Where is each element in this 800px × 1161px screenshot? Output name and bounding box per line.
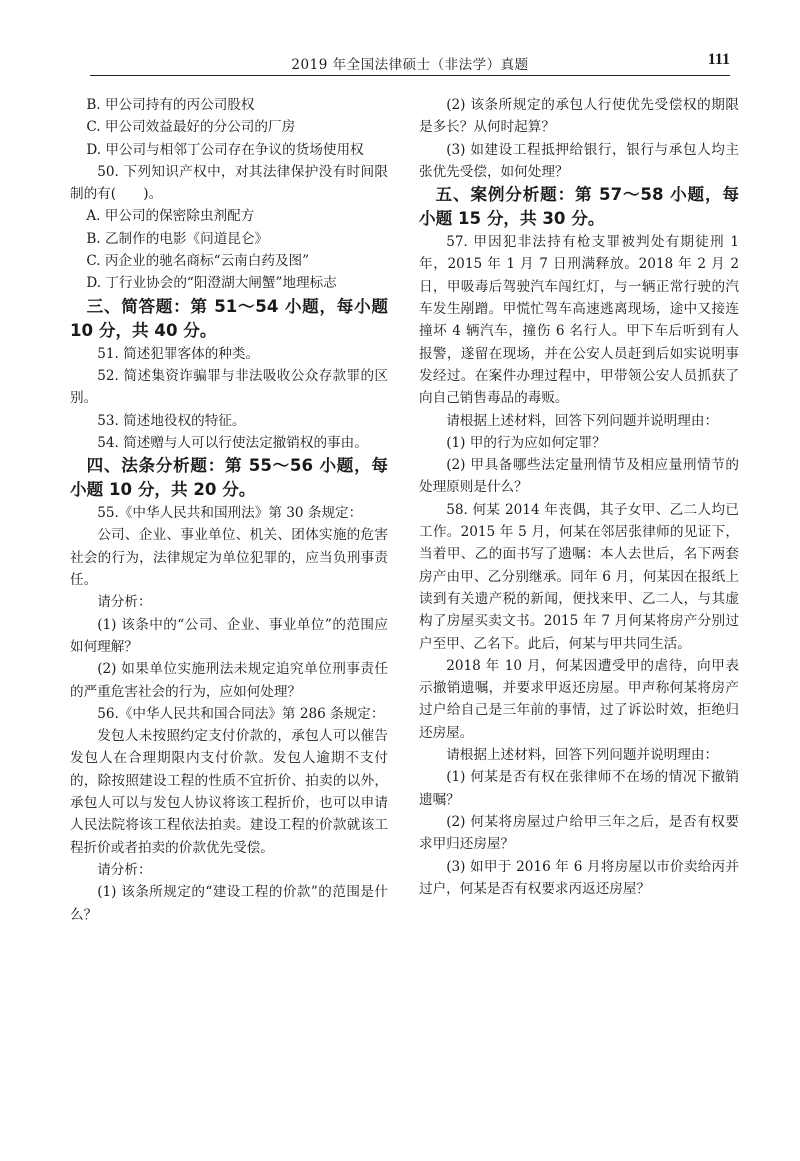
right-paragraph: 2018 年 10 月，何某因遭受甲的虐待，向甲表示撤销遗嘱，并要求甲返还房屋。甲声称何某将房产过户给自己是三年前的事情，过了诉讼时效，拒绝归还房屋。 (419, 657, 739, 741)
left-paragraph: 55.《中华人民共和国刑法》第 30 条规定： (97, 505, 363, 522)
right-paragraph: (1) 甲的行为应如何定罪？ (446, 434, 606, 451)
left-section-heading: 三、简答题：第 51～54 小题，每小题 10 分，共 40 分。 (70, 296, 388, 340)
left-paragraph: (1) 该条中的“公司、企业、事业单位”的范围应如何理解？ (70, 616, 388, 655)
right-paragraph: 请根据上述材料，回答下列问题并说明理由： (446, 412, 719, 429)
left-paragraph: 公司、企业、事业单位、机关、团体实施的危害社会的行为，法律规定为单位犯罪的，应当负刑事责任。 (70, 527, 388, 589)
right-paragraph: 57. 甲因犯非法持有枪支罪被判处有期徒刑 1 年，2015 年 1 月 7 日刑满释放。2018 年 2 月 2 日，甲吸毒后驾驶汽车闯红灯，与一辆正常行驶的汽车发生剐蹭。甲慌忙驾车高速逃离现场，途中又接连撞坏 4 辆汽车，撞伤 6 名行人。甲下车后听到有人报警，遂留在现场，并在公安人员赶到后如实说明事发经过。在案件办理过程中，甲带领公安人员抓获了向自己销售毒品的毒贩。 (419, 234, 739, 407)
right-paragraph: (1) 何某是否有权在张律师不在场的情况下撤销遗嘱？ (419, 769, 739, 808)
page-header (90, 51, 730, 76)
left-paragraph: B. 甲公司持有的丙公司股权 (86, 97, 255, 113)
right-paragraph: 请根据上述材料，回答下列问题并说明理由： (446, 747, 719, 764)
right-paragraph: 58. 何某 2014 年丧偶，其子女甲、乙二人均已工作。2015 年 5 月，何某在邻居张律师的见证下，当着甲、乙的面书写了遗嘱：本人去世后，名下两套房产由甲、乙分别继承。同年 6 月，何某因在报纸上读到有关遗产税的新闻，便找来甲、乙二人，与其虚构了房屋买卖文书。2015 年 7 月何某将房产分别过户至甲、乙名下。此后，何某与甲共同生活。 (419, 501, 739, 652)
right-paragraph: (3) 如建设工程抵押给银行，银行与承包人均主张优先受偿，如何处理？ (419, 141, 739, 180)
left-paragraph: 50. 下列知识产权中，对其法律保护没有时间限制的有( )。 (70, 163, 388, 203)
left-paragraph: 请分析： (97, 861, 152, 878)
left-paragraph: A. 甲公司的保密除虫剂配方 (86, 208, 255, 225)
right-paragraph: (2) 何某将房屋过户给甲三年之后，是否有权要求甲归还房屋？ (419, 813, 739, 853)
right-paragraph: (3) 如甲于 2016 年 6 月将房屋以市价卖给丙并过户，何某是否有权要求丙返还房屋？ (419, 858, 739, 897)
left-paragraph: 56.《中华人民共和国合同法》第 286 条规定： (97, 705, 385, 722)
left-paragraph: B. 乙制作的电影《问道昆仑》 (86, 230, 269, 247)
right-section-heading: 五、案例分析题：第 57～58 小题，每小题 15 分，共 30 分。 (419, 185, 739, 229)
right-column (419, 94, 739, 900)
left-paragraph: 发包人未按照约定支付价款的，承包人可以催告发包人在合理期限内支付价款。发包人逾期不支付的，除按照建设工程的性质不宜折价、拍卖的以外，承包人可以与发包人协议将该工程折价，也可以申请人民法院将该工程依法拍卖。建设工程的价款就该工程折价或者拍卖的价款优先受偿。 (70, 728, 388, 856)
left-section-heading: 四、法条分析题：第 55～56 小题，每小题 10 分，共 20 分。 (70, 456, 388, 500)
left-paragraph: 51. 简述犯罪客体的种类。 (97, 345, 260, 362)
running-title: 2019 年全国法律硕士（非法学）真题 (291, 57, 529, 73)
left-paragraph: (1) 该条所规定的“建设工程的价款”的范围是什么？ (70, 884, 388, 923)
right-paragraph: (2) 该条所规定的承包人行使优先受偿权的期限是多长？从何时起算？ (419, 97, 739, 136)
left-paragraph: (2) 如果单位实施刑法未规定追究单位刑事责任的严重危害社会的行为，应如何处理？ (70, 661, 388, 700)
page-number: 111 (707, 51, 730, 68)
left-paragraph: 53. 简述地役权的特征。 (97, 412, 246, 429)
left-paragraph: 52. 简述集资诈骗罪与非法吸收公众存款罪的区别。 (70, 367, 388, 407)
left-paragraph: 54. 简述赠与人可以行使法定撤销权的事由。 (97, 434, 368, 451)
left-paragraph: 请分析： (97, 594, 152, 611)
left-paragraph: C. 甲公司效益最好的分公司的厂房 (86, 119, 296, 136)
left-paragraph: C. 丙企业的驰名商标“云南白药及图” (86, 253, 310, 270)
left-column (70, 94, 388, 926)
left-paragraph: D. 丁行业协会的“阳澄湖大闸蟹”地理标志 (86, 275, 337, 292)
right-paragraph: (2) 甲具备哪些法定量刑情节及相应量刑情节的处理原则是什么？ (419, 457, 739, 496)
left-paragraph: D. 甲公司与相邻丁公司存在争议的货场使用权 (86, 141, 364, 158)
